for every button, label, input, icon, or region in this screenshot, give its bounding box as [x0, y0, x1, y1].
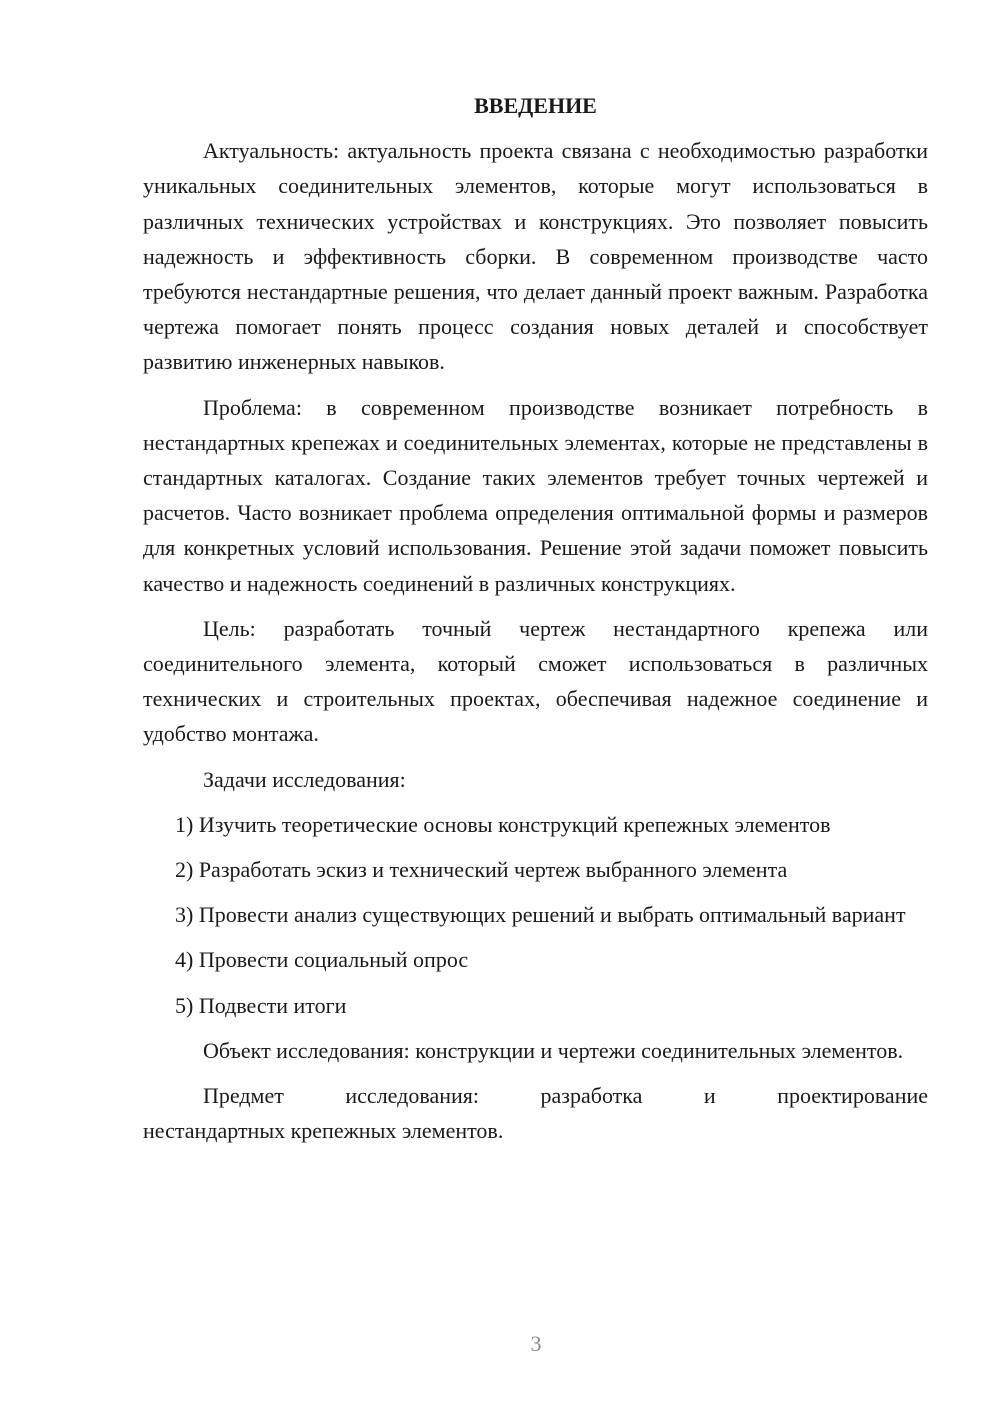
object-paragraph: Объект исследования: конструкции и чертежи соединительных элементов.: [203, 1037, 904, 1063]
task-item: 5) Подвести итоги: [175, 992, 347, 1018]
relevance-paragraph: Актуальность: актуальность проекта связана с необходимостью разработки уникальных соединительных элементов, которые могут использоваться в различных технических устройствах и конструкциях. Это позволяет повысить надежность и эффективность сборки. В современном производстве часто требуются нестандартные решения, что делает данный проект важным. Разработка чертежа помогает понять процесс создания новых деталей и способствует развитию инженерных навыков.: [143, 138, 928, 375]
task-item: 2) Разработать эскиз и технический чертеж выбранного элемента: [175, 857, 788, 883]
goal-paragraph: Цель: разработать точный чертеж нестандартного крепежа или соединительного элемента, который сможет использоваться в различных технических и строительных проектах, обеспечивая надежное соединение и удобство монтажа.: [143, 615, 928, 747]
page-number: 3: [530, 1331, 542, 1356]
subject-paragraph-line2: нестандартных крепежных элементов.: [143, 1118, 504, 1144]
document-page: [143, 88, 928, 1158]
tasks-heading: Задачи исследования:: [203, 766, 406, 792]
task-item: 1) Изучить теоретические основы конструкций крепежных элементов: [175, 811, 831, 837]
task-item: 4) Провести социальный опрос: [175, 947, 469, 973]
task-item: 3) Провести анализ существующих решений и выбрать оптимальный вариант: [175, 902, 906, 928]
problem-paragraph: Проблема: в современном производстве возникает потребность в нестандартных крепежах и соединительных элементах, которые не представлены в стандартных каталогах. Создание таких элементов требует точных чертежей и расчетов. Часто возникает проблема определения оптимальной формы и размеров для конкретных условий использования. Решение этой задачи поможет повысить качество и надежность соединений в различных конструкциях.: [143, 394, 928, 596]
subject-paragraph-line1: Предмет исследования: разработка и проектирование: [203, 1083, 928, 1109]
section-heading: ВВЕДЕНИЕ: [474, 93, 597, 118]
